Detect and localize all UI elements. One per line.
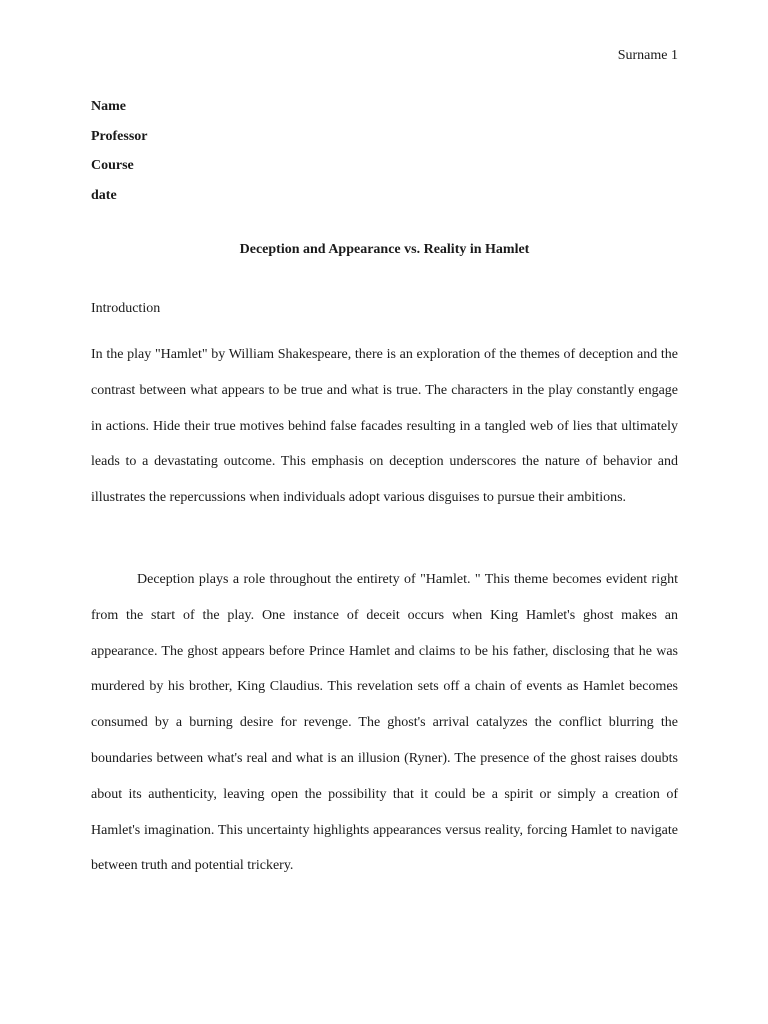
introduction-heading: Introduction (91, 301, 161, 316)
date: date (91, 187, 117, 203)
student-info-block (91, 92, 491, 210)
paper-title: Deception and Appearance vs. Reality in Hamlet (239, 242, 530, 257)
running-head: Surname 1 (617, 48, 678, 63)
student-name: Name (91, 99, 126, 114)
professor-name: Professor (91, 128, 148, 144)
paragraph-intro: In the play "Hamlet" by William Shakespeare, there is an exploration of the themes of deception and the contrast between what appears to be true and what is true. The characters in the play constantly engage in actions. Hide their true motives behind false facades resulting in a tangled web of lies that ultimately leads to a devastating outcome. This emphasis on deception underscores the nature of behavior and illustrates the repercussions when individuals adopt various disguises to pursue their ambitions. (91, 347, 678, 506)
course-name: Course (91, 158, 134, 173)
paragraph-body: Deception plays a role throughout the entirety of "Hamlet. " This theme becomes evident right from the start of the play. One instance of deceit occurs when King Hamlet's ghost makes an appearance. The ghost appears before Prince Hamlet and claims to be his father, disclosing that he was murdered by his brother, King Claudius. This revelation sets off a chain of events as Hamlet becomes consumed by a burning desire for revenge. The ghost's arrival catalyzes the conflict blurring the boundaries between what's real and what is an illusion (Ryner). The presence of the ghost raises doubts about its authenticity, leaving open the possibility that it could be a spirit or simply a creation of Hamlet's imagination. This uncertainty highlights appearances versus reality, forcing Hamlet to navigate between truth and potential trickery. (91, 572, 678, 874)
